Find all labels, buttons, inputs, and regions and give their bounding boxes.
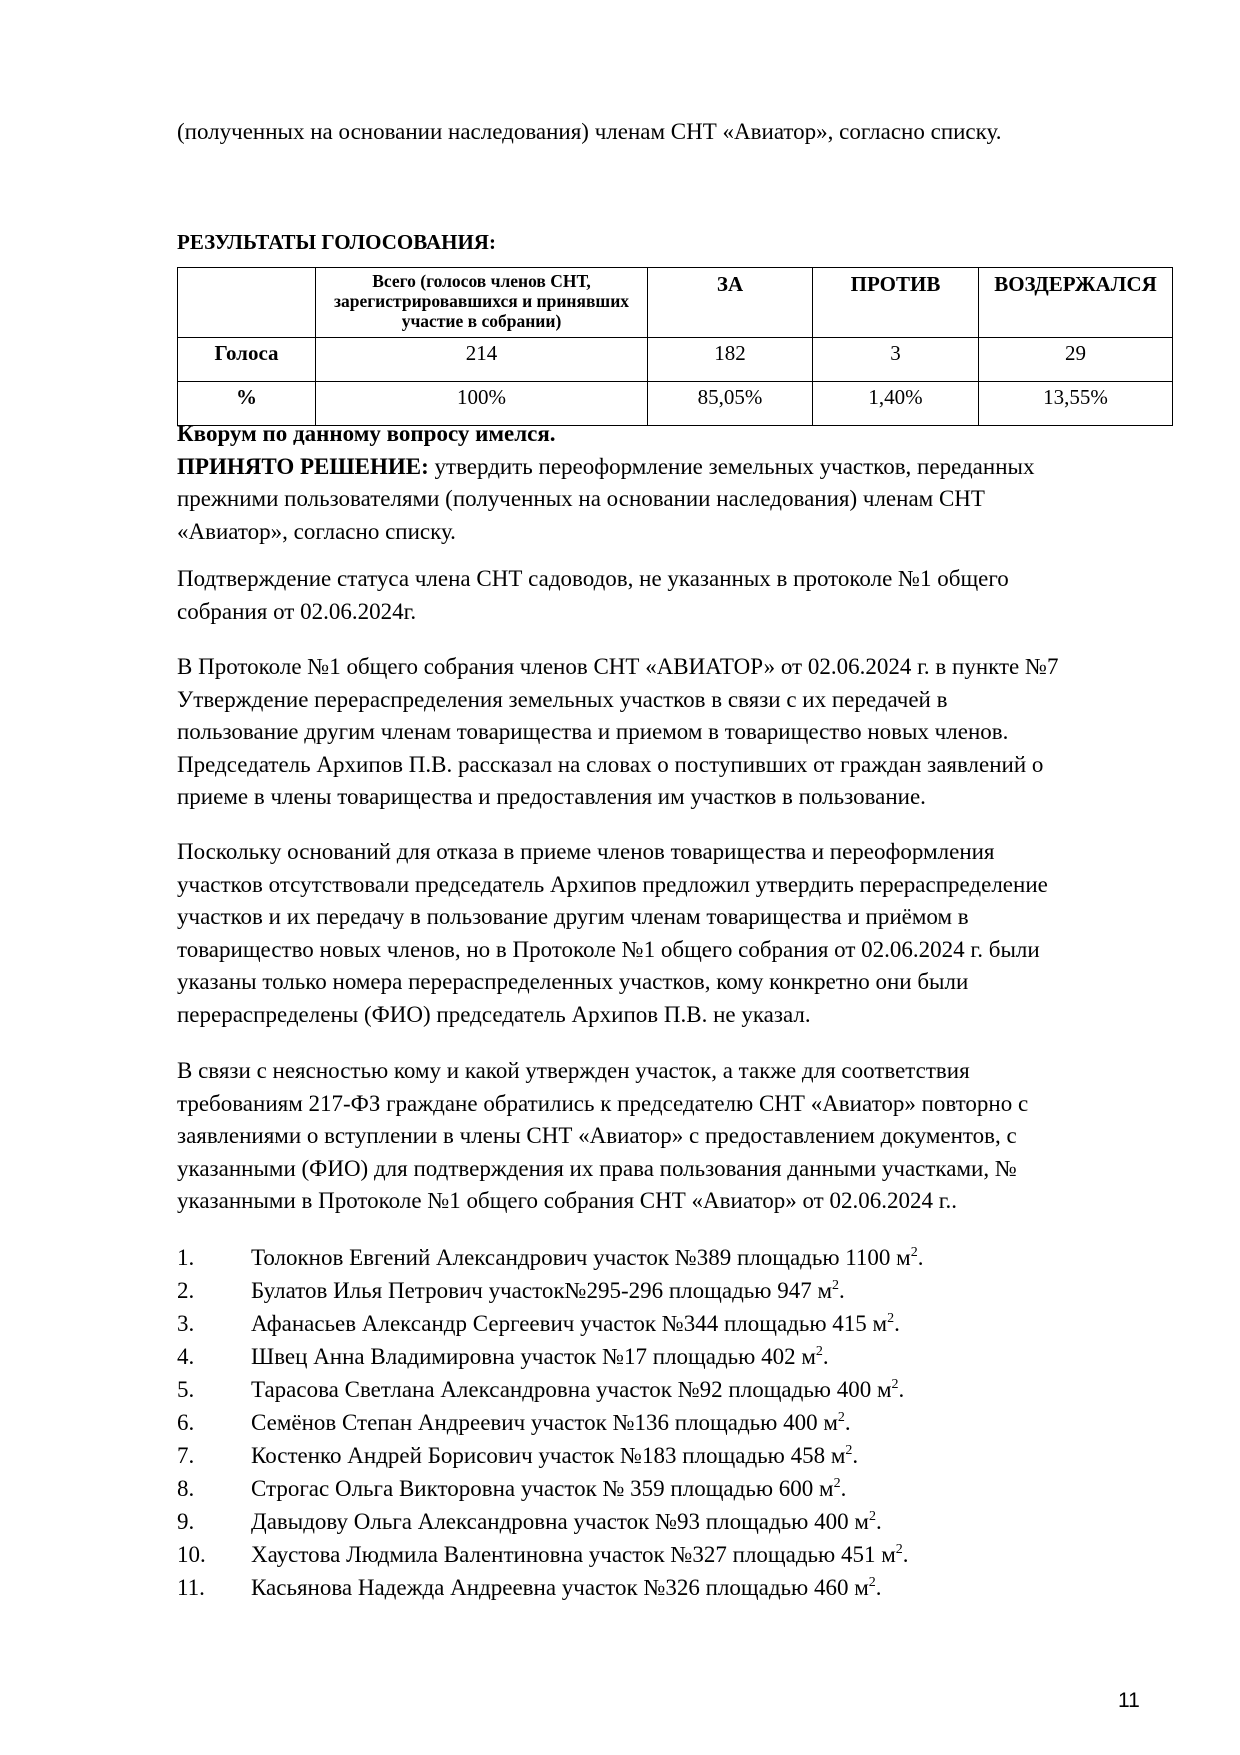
list-end: . xyxy=(898,1377,905,1402)
decision-block xyxy=(177,418,1177,548)
paragraph-protocol xyxy=(177,651,1177,814)
list-number: 1. xyxy=(177,1245,195,1270)
cell-for: 182 xyxy=(648,338,813,382)
list-item xyxy=(177,1340,923,1373)
header-for: ЗА xyxy=(648,268,813,338)
list-number: 10. xyxy=(177,1542,206,1567)
row-label: % xyxy=(178,382,316,426)
list-end: . xyxy=(822,1344,829,1369)
paragraph-line: товарищество новых членов, но в Протоколе №1 общего собрания от 02.06.2024 г. были xyxy=(177,936,1040,962)
paragraph-line: Подтверждение статуса члена СНТ садоводов, не указанных в протоколе №1 общего xyxy=(177,566,1009,591)
list-item xyxy=(177,1538,923,1571)
table-header-row xyxy=(178,268,1173,338)
superscript: 2 xyxy=(815,1344,823,1359)
list-number: 4. xyxy=(177,1344,195,1369)
paragraph-line: В Протоколе №1 общего собрания членов СНТ «АВИАТОР» от 02.06.2024 г. в пункте №7 xyxy=(177,654,1059,679)
list-text: Хаустова Людмила Валентиновна участок №327 площадью 451 м xyxy=(251,1542,896,1567)
list-end: . xyxy=(839,1278,845,1303)
list-number: 2. xyxy=(177,1278,195,1303)
page-number: 11 xyxy=(1118,1689,1140,1712)
cell-against: 1,40% xyxy=(813,382,979,426)
paragraph-line: Утверждение перераспределения земельных участков в связи с их передачей в xyxy=(177,686,948,712)
superscript: 2 xyxy=(887,1311,895,1326)
cell-abstained: 13,55% xyxy=(979,382,1173,426)
list-item xyxy=(177,1241,923,1274)
paragraph-line: участков отсутствовали председатель Архипов предложил утвердить перераспределение xyxy=(177,871,1048,897)
paragraph-line: перераспределены (ФИО) председатель Архипов П.В. не указал. xyxy=(177,1001,811,1027)
paragraph-line: собрания от 02.06.2024г. xyxy=(177,598,417,624)
superscript: 2 xyxy=(837,1410,845,1425)
list-number: 9. xyxy=(177,1509,195,1534)
list-text: Толокнов Евгений Александрович участок №389 площадью 1100 м xyxy=(251,1245,911,1270)
paragraph-line: Председатель Архипов П.В. рассказал на словах о поступивших от граждан заявлений о xyxy=(177,751,1044,777)
list-text: Семёнов Степан Андреевич участок №136 площадью 400 м xyxy=(251,1410,838,1435)
list-number: 8. xyxy=(177,1476,195,1501)
header-abstained: ВОЗДЕРЖАЛСЯ xyxy=(979,268,1173,338)
voting-results-table xyxy=(177,267,1173,426)
decision-text: утвердить переоформление земельных участков, переданных xyxy=(428,453,1035,479)
intro-line: (полученных на основании наследования) членам СНТ «Авиатор», согласно списку. xyxy=(177,119,1002,144)
list-number: 11. xyxy=(177,1575,205,1600)
list-end: . xyxy=(844,1410,851,1435)
cell-against: 3 xyxy=(813,338,979,382)
paragraph-line: В связи с неясностью кому и какой утвержден участок, а также для соответствия xyxy=(177,1058,970,1083)
header-empty-cell xyxy=(178,268,316,338)
cell-total: 100% xyxy=(316,382,648,426)
list-text: Касьянова Надежда Андреевна участок №326 площадью 460 м xyxy=(251,1575,869,1600)
superscript: 2 xyxy=(910,1245,918,1260)
superscript: 2 xyxy=(895,1542,903,1557)
paragraph-line: указанными (ФИО) для подтверждения их права пользования данными участками, № xyxy=(177,1155,1017,1181)
paragraph-appeal xyxy=(177,1055,1177,1218)
list-text: Строгас Ольга Викторовна участок № 359 площадью 600 м xyxy=(251,1476,834,1501)
list-item xyxy=(177,1274,923,1307)
list-item xyxy=(177,1505,923,1538)
decision-label: ПРИНЯТО РЕШЕНИЕ: xyxy=(177,453,429,479)
row-label: Голоса xyxy=(178,338,316,382)
list-item xyxy=(177,1571,923,1604)
superscript: 2 xyxy=(868,1509,876,1524)
cell-total: 214 xyxy=(316,338,648,382)
list-item xyxy=(177,1406,923,1439)
superscript: 2 xyxy=(845,1443,853,1458)
list-end: . xyxy=(852,1443,859,1468)
list-end: . xyxy=(902,1542,909,1567)
paragraph-reasons xyxy=(177,836,1177,1032)
superscript: 2 xyxy=(833,1476,841,1491)
list-number: 5. xyxy=(177,1377,195,1402)
decision-line xyxy=(177,451,1177,484)
list-item xyxy=(177,1472,923,1505)
list-text: Костенко Андрей Борисович участок №183 площадью 458 м xyxy=(251,1443,846,1468)
superscript: 2 xyxy=(891,1377,899,1392)
cell-abstained: 29 xyxy=(979,338,1173,382)
list-end: . xyxy=(917,1245,924,1270)
paragraph-line: указаны только номера перераспределенных участков, кому конкретно они были xyxy=(177,969,969,995)
paragraph-line: участков и их передачу в пользование другим членам товарищества и приёмом в xyxy=(177,904,969,930)
paragraph-line: требованиям 217-ФЗ граждане обратились к председателю СНТ «Авиатор» повторно с xyxy=(177,1090,1029,1116)
paragraph-line: приеме в члены товарищества и предоставления им участков в пользование. xyxy=(177,784,926,810)
header-total-line: Всего (голосов членов СНТ, xyxy=(372,271,591,291)
decision-line: прежними пользователями (полученных на основании наследования) членам СНТ xyxy=(177,486,985,512)
list-text: Афанасьев Александр Сергеевич участок №344 площадью 415 м xyxy=(251,1311,888,1336)
owners-list xyxy=(177,1241,923,1604)
paragraph-line: заявлениями о вступлении в члены СНТ «Авиатор» с предоставлением документов, с xyxy=(177,1123,1017,1149)
list-text: Швец Анна Владимировна участок №17 площадью 402 м xyxy=(251,1344,816,1369)
paragraph-confirm xyxy=(177,563,1177,628)
list-end: . xyxy=(840,1476,847,1501)
list-text: Булатов Илья Петрович участок№295-296 площадью 947 м xyxy=(251,1278,833,1303)
list-text: Тарасова Светлана Александровна участок №92 площадью 400 м xyxy=(251,1377,892,1402)
cell-for: 85,05% xyxy=(648,382,813,426)
list-number: 7. xyxy=(177,1443,195,1468)
list-text: Давыдову Ольга Александровна участок №93 площадью 400 м xyxy=(251,1509,869,1534)
superscript: 2 xyxy=(832,1278,840,1293)
list-end: . xyxy=(875,1575,882,1600)
paragraph-line: указанными в Протоколе №1 общего собрания СНТ «Авиатор» от 02.06.2024 г.. xyxy=(177,1188,958,1214)
list-item xyxy=(177,1439,923,1472)
header-total-line: участие в собрании) xyxy=(401,311,562,331)
list-number: 3. xyxy=(177,1311,195,1336)
paragraph-line: Поскольку оснований для отказа в приеме членов товарищества и переоформления xyxy=(177,839,995,864)
header-total xyxy=(316,268,648,338)
superscript: 2 xyxy=(868,1575,876,1590)
list-number: 6. xyxy=(177,1410,195,1435)
list-item xyxy=(177,1307,923,1340)
list-end: . xyxy=(875,1509,882,1534)
header-against: ПРОТИВ xyxy=(813,268,979,338)
quorum-line: Кворум по данному вопросу имелся. xyxy=(177,421,556,446)
table-row xyxy=(178,338,1173,382)
decision-line: «Авиатор», согласно списку. xyxy=(177,518,456,544)
paragraph-line: пользование другим членам товарищества и приемом в товарищество новых членов. xyxy=(177,719,1009,745)
list-item xyxy=(177,1373,923,1406)
header-total-line: зарегистрировавшихся и принявших xyxy=(333,291,630,311)
list-end: . xyxy=(894,1311,900,1336)
results-heading: РЕЗУЛЬТАТЫ ГОЛОСОВАНИЯ: xyxy=(177,230,496,254)
